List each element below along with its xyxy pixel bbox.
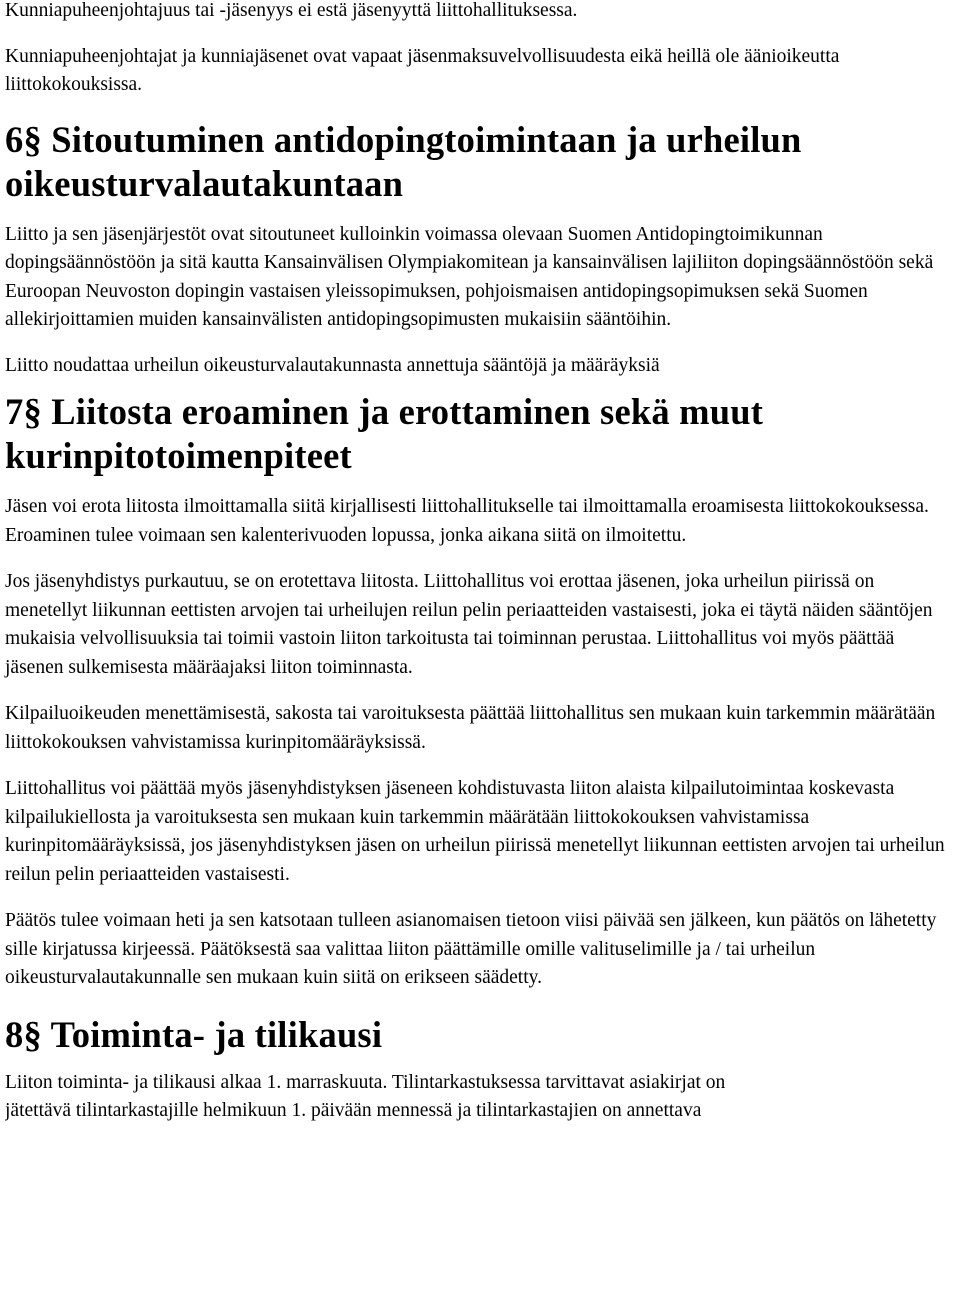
section-8-paragraph-line-2: jätettävä tilintarkastajille helmikuun 1. päivään mennessä ja tilintarkastajien on annettava [5,1100,702,1121]
section-8-heading: 8§ Toiminta- ja tilikausi [5,1013,383,1055]
section-6-heading: 6§ Sitoutuminen antidopingtoimintaan ja urheilun oikeusturvalautakuntaan [5,118,802,204]
section-7-paragraph-1: Jäsen voi erota liitosta ilmoittamalla siitä kirjallisesti liittohallitukselle tai ilmoittamalla eroamisesta liittokokouksessa. Eroaminen tulee voimaan sen kalenterivuoden lopussa, jonka aikana siitä on ilmoitettu. [5,496,929,546]
intro-paragraph-1: Kunniapuheenjohtajuus tai -jäsenyys ei estä jäsenyyttä liittohallituksessa. [5,0,578,21]
section-7-heading: 7§ Liitosta eroaminen ja erottaminen sekä muut kurinpitotoimenpiteet [5,391,764,476]
section-7-paragraph-3: Kilpailuoikeuden menettämisestä, sakosta tai varoituksesta päättää liittohallitus sen mukaan kuin tarkemmin määrätään liittokokouksen vahvistamissa kurinpitomääräyksissä. [5,703,936,753]
document-page [5,0,957,1126]
section-8-paragraph-line-1: Liiton toiminta- ja tilikausi alkaa 1. marraskuuta. Tilintarkastuksessa tarvittavat asiakirjat on [5,1071,726,1093]
section-6-paragraph-1: Liitto ja sen jäsenjärjestöt ovat sitoutuneet kulloinkin voimassa olevaan Suomen Antidopingtoimikunnan dopingsäännöstöön ja sitä kautta Kansainvälisen Olympiakomitean ja kansainvälisen lajiliiton dopingsäännöstöön sekä Euroopan Neuvoston dopingin vastaisen yleissopimuksen, pohjoismaisen antidopingsopimuksen sekä Suomen allekirjoittamien muiden kansainvälisten antidopingsopimusten mukaisiin sääntöihin. [5,223,934,330]
intro-paragraph-2: Kunniapuheenjohtajat ja kunniajäsenet ovat vapaat jäsenmaksuvelvollisuudesta eikä heillä ole äänioikeutta liittokokouksissa. [5,45,840,95]
section-6-paragraph-2: Liitto noudattaa urheilun oikeusturvalautakunnasta annettuja sääntöjä ja määräyksiä [5,354,660,376]
section-7-paragraph-4: Liittohallitus voi päättää myös jäsenyhdistyksen jäseneen kohdistuvasta liiton alaista kilpailutoimintaa koskevasta kilpailukiellosta ja varoituksesta sen mukaan kuin tarkemmin määrätään liittokokouksen vahvistamissa kurinpitomääräyksissä, jos jäsenyhdistyksen jäsen on urheilun piirissä menetellyt liikunnan eettisten arvojen tai urheilun reilun pelin periaatteiden vastaisesti. [5,778,945,885]
section-7-paragraph-5: Päätös tulee voimaan heti ja sen katsotaan tulleen asianomaisen tietoon viisi päivää sen jälkeen, kun päätös on lähetetty sille kirjatussa kirjeessä. Päätöksestä saa valittaa liiton päättämille omille valituselimille ja / tai urheilun oikeusturvalautakunnalle sen mukaan kuin siitä on erikseen säädetty. [5,910,937,988]
section-7-paragraph-2: Jos jäsenyhdistys purkautuu, se on erotettava liitosta. Liittohallitus voi erottaa jäsenen, joka urheilun piirissä on menetellyt liikunnan eettisten arvojen tai urheilujen reilun pelin periaatteiden vastaisesti, joka ei täytä näiden sääntöjen mukaisia velvollisuuksia tai toimii vastoin liiton tarkoitusta tai toiminnan perustaa. Liittohallitus voi myös päättää jäsenen sulkemisesta määräajaksi liiton toiminnasta. [5,571,933,678]
